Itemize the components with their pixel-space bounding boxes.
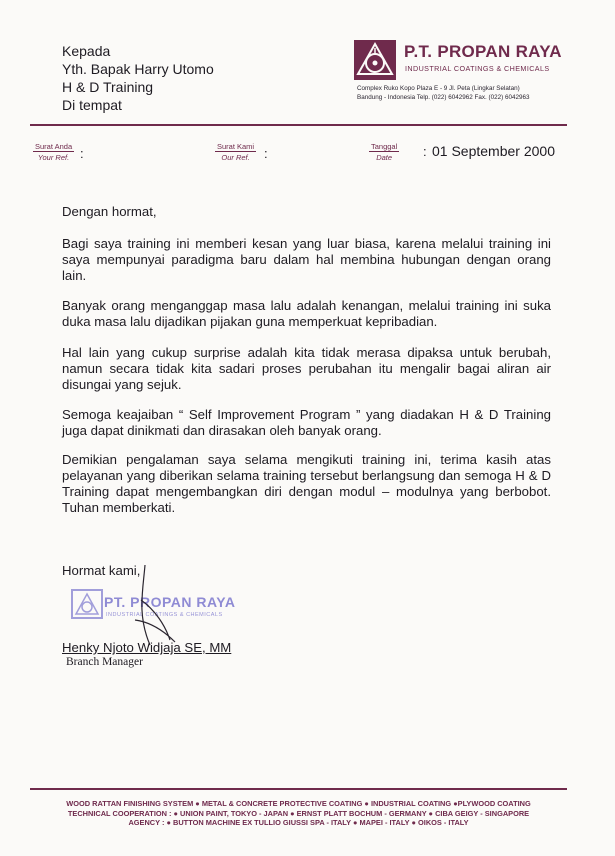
signature-icon [115, 560, 185, 650]
date-field [369, 142, 399, 162]
address-line: Bandung - Indonesia Telp. (022) 6042962 Fax. (022) 6042963 [357, 93, 530, 101]
signer-title: Branch Manager [66, 656, 143, 668]
our-ref-colon: : [264, 146, 268, 161]
company-subtitle: INDUSTRIAL COATINGS & CHEMICALS [405, 64, 550, 73]
salutation: Dengan hormat, [62, 204, 157, 219]
footer-divider [30, 788, 567, 790]
recipient-line: Kepada [62, 43, 111, 59]
body-paragraph: Hal lain yang cukup surprise adalah kita tidak merasa dipaksa untuk berubah, namun secara tidak kita sadari proses perubahan itu mengalir bagai aliran air disungai yang sejuk. [62, 345, 551, 392]
header-divider [30, 124, 567, 126]
recipient-location: Di tempat [62, 97, 122, 113]
recipient-block [62, 42, 214, 114]
your-ref-colon: : [80, 146, 84, 161]
our-ref-field [215, 142, 256, 162]
stamp-company-subtitle: INDUSTRIAL COATINGS & CHEMICALS [106, 612, 223, 618]
footer-line: AGENCY : ● BUTTON MACHINE EX TULLIO GIUSSI SPA - ITALY ● MAPEI - ITALY ● OIKOS - ITALY [128, 818, 469, 828]
date-sublabel: Date [369, 151, 399, 162]
company-name: P.T. PROPAN RAYA [404, 42, 562, 61]
recipient-company: H & D Training [62, 79, 154, 95]
recipient-name: Yth. Bapak Harry Utomo [62, 61, 214, 77]
address-line: Complex Ruko Kopo Plaza E - 9 Jl. Peta (Lingkar Selatan) [357, 85, 520, 92]
body-paragraph: Bagi saya training ini memberi kesan yang luar biasa, karena melalui training ini saya mempunyai paradigma baru dalam hal membina hubungan dengan orang lain. [62, 236, 551, 283]
your-ref-label: Surat Anda [35, 142, 73, 151]
closing-regards: Hormat kami, [62, 563, 141, 578]
letter-date: 01 September 2000 [432, 143, 555, 159]
company-address [357, 85, 529, 102]
your-ref-field [33, 142, 74, 162]
footer-line: TECHNICAL COOPERATION : ● UNION PAINT, TOKYO - JAPAN ● ERNST PLATT BOCHUM - GERMANY ● CIBA GEIGY - SINGAPORE [67, 808, 530, 818]
your-ref-sublabel: Your Ref. [33, 151, 74, 162]
body-paragraph: Demikian pengalaman saya selama mengikuti training ini, terima kasih atas pelayanan yang diberikan selama training tersebut berlangsung dan semoga H & D Training dapat mengembangkan diri dengan modul – modulnya yang berbobot. Tuhan memberkati. [62, 452, 551, 515]
date-colon: : [423, 144, 427, 159]
footer-line: WOOD RATTAN FINISHING SYSTEM ● METAL & CONCRETE PROTECTIVE COATING ● INDUSTRIAL COATING ●PLYWOOD COATING [66, 799, 531, 808]
signer-name: Henky Njoto Widjaja SE, MM [62, 640, 232, 655]
date-label: Tanggal [371, 142, 398, 151]
stamp-company-name: PT. PROPAN RAYA [104, 594, 236, 610]
company-logo-icon [354, 40, 396, 80]
our-ref-label: Surat Kami [217, 142, 255, 151]
our-ref-sublabel: Our Ref. [215, 151, 256, 162]
body-paragraph: Semoga keajaiban “ Self Improvement Program ” yang diadakan H & D Training juga dapat dinikmati dan dirasakan oleh banyak orang. [62, 407, 551, 438]
footer [30, 799, 567, 828]
body-paragraph: Banyak orang menganggap masa lalu adalah kenangan, melalui training ini suka duka masa lalu dijadikan pijakan guna memperkuat kepribadian. [62, 298, 551, 329]
